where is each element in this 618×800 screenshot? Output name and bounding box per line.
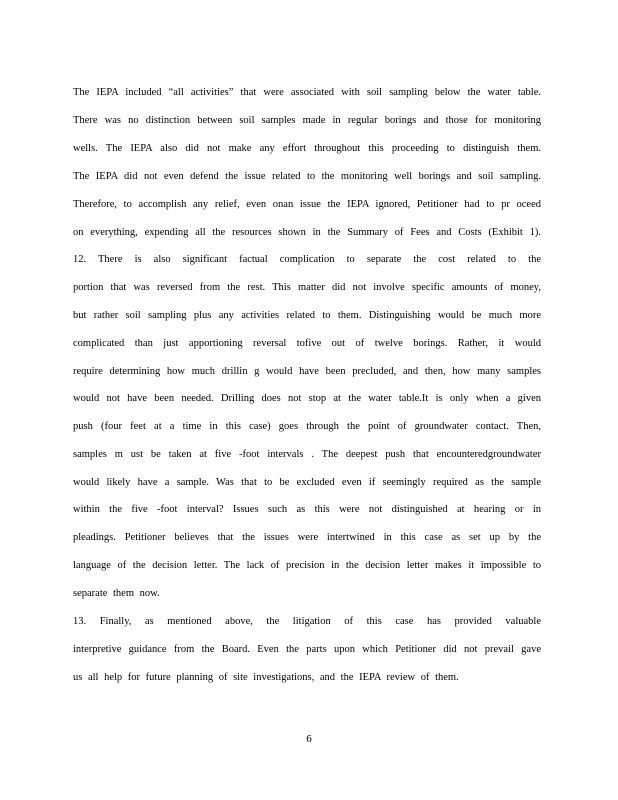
text-line: The IEPA included “all activities” that were associated with soil sampling below the water table.	[73, 87, 541, 98]
paragraph-end-line: us all help for future planning of site investigations, and the IEPA review of them.	[73, 672, 459, 683]
text-line: would not have been needed. Drilling does not stop at the water table.It is only when a given	[73, 393, 541, 404]
text-line: pleadings. Petitioner believes that the issues were intertwined in this case as set up by the	[73, 532, 541, 543]
text-line: language of the decision letter. The lack of precision in the decision letter makes it impossible to	[73, 560, 541, 571]
text-line: samples m ust be taken at five -foot intervals . The deepest push that encounteredgroundwater	[73, 449, 541, 460]
text-line: within the five -foot interval? Issues such as this were not distinguished at hearing or in	[73, 504, 541, 515]
text-line: but rather soil sampling plus any activities related to them. Distinguishing would be much more	[73, 310, 541, 321]
text-line: The IEPA did not even defend the issue related to the monitoring well borings and soil sampling.	[73, 171, 541, 182]
page-number: 6	[306, 733, 312, 745]
text-line: would likely have a sample. Was that to be excluded even if seemingly required as the sample	[73, 477, 541, 488]
paragraph-end-line: separate them now.	[73, 588, 160, 599]
paragraph-13-first-line: 13. Finally, as mentioned above, the litigation of this case has provided valuable	[73, 616, 541, 627]
paragraph-12-first-line: 12. There is also significant factual complication to separate the cost related to the	[73, 254, 541, 265]
text-line: There was no distinction between soil samples made in regular borings and those for monitoring	[73, 115, 541, 126]
text-line: wells. The IEPA also did not make any effort throughout this proceeding to distinguish them.	[73, 143, 541, 154]
text-line: portion that was reversed from the rest. This matter did not involve specific amounts of money,	[73, 282, 541, 293]
text-line: Therefore, to accomplish any relief, even onan issue the IEPA ignored, Petitioner had to pr oceed	[73, 199, 541, 210]
text-line: push (four feet at a time in this case) goes through the point of groundwater contact. Then,	[73, 421, 541, 432]
text-line: require determining how much drillin g would have been precluded, and then, how many samples	[73, 366, 541, 377]
text-line: complicated than just apportioning reversal tofive out of twelve borings. Rather, it would	[73, 338, 541, 349]
text-line: interpretive guidance from the Board. Even the parts upon which Petitioner did not prevail gave	[73, 644, 541, 655]
text-line: on everything, expending all the resources shown in the Summary of Fees and Costs (Exhibit 1).	[73, 227, 541, 238]
